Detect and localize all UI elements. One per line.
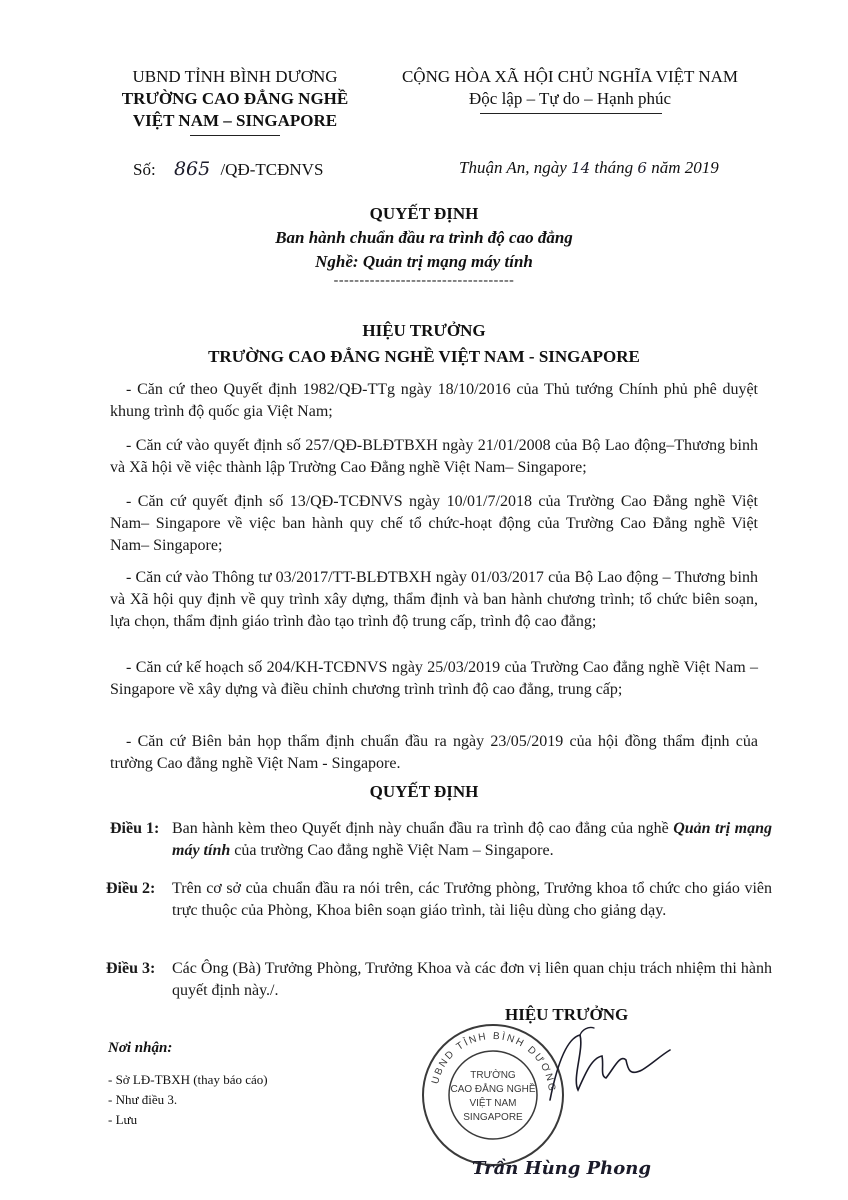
legal-basis-4: - Căn cứ vào Thông tư 03/2017/TT-BLĐTBXH ngày 01/03/2017 của Bộ Lao động – Thương binh và Xã hội quy định về quy trình xây dựng, thẩm định và ban hành chương trình; tổ chức biên soạn, lựa chọn, thẩm định giáo trình đào tạo trình độ trung cấp, trình độ cao đẳng; xyxy=(110,569,758,630)
national-motto-block xyxy=(380,66,760,110)
issuer-underline xyxy=(190,135,280,136)
article-2-text: Trên cơ sở của chuẩn đầu ra nói trên, các Trưởng phòng, Trưởng khoa tổ chức cho giáo viên trực thuộc của Phòng, Khoa biên soạn giáo trình, tài liệu dùng cho giảng dạy. xyxy=(172,880,772,919)
title-sub1: Ban hành chuẩn đầu ra trình độ cao đẳng xyxy=(275,228,573,247)
date-mid: tháng xyxy=(594,158,634,177)
decision-heading: QUYẾT ĐỊNH xyxy=(369,782,479,801)
date-suffix: năm 2019 xyxy=(651,158,719,177)
article-1 xyxy=(110,818,772,859)
article-3-text: Các Ông (Bà) Trưởng Phòng, Trưởng Khoa và các đơn vị liên quan chịu trách nhiệm thi hành quyết định này./. xyxy=(172,960,772,999)
seal-line-1: TRƯỜNG xyxy=(470,1070,516,1081)
national-title: CỘNG HÒA XÃ HỘI CHỦ NGHĨA VIỆT NAM xyxy=(401,67,739,86)
seal-line-3: VIỆT NAM xyxy=(469,1098,517,1109)
legal-basis-6: - Căn cứ Biên bản họp thẩm định chuẩn đầu ra ngày 23/05/2019 của hội đồng thẩm định của trường Cao đẳng nghề Việt Nam - Singapore. xyxy=(110,733,758,772)
motto-underline xyxy=(480,113,662,114)
article-1-text: Ban hành kèm theo Quyết định này chuẩn đầu ra trình độ cao đẳng của nghề Quản trị mạng máy tính của trường Cao đẳng nghề Việt Nam – Singapore. xyxy=(172,820,772,859)
seal-line-2: CAO ĐẲNG NGHỀ xyxy=(450,1084,536,1095)
date-prefix: Thuận An, ngày xyxy=(459,158,567,177)
recipients-list xyxy=(108,1070,268,1130)
legal-basis-1: - Căn cứ theo Quyết định 1982/QĐ-TTg ngày 18/10/2016 của Thủ tướng Chính phủ phê duyệt khung trình độ quốc gia Việt Nam; xyxy=(110,381,758,420)
article-2-label: Điều 2: xyxy=(106,880,156,897)
title-block xyxy=(0,202,848,288)
seal-ring-text: UBND TỈNH BÌNH DƯƠNG xyxy=(430,1030,558,1094)
national-motto: Độc lập – Tự do – Hạnh phúc xyxy=(469,89,671,108)
so-label: Số: xyxy=(133,160,156,179)
so-number: 865 xyxy=(173,158,211,180)
date-line xyxy=(459,158,719,178)
article-3-label: Điều 3: xyxy=(106,960,156,977)
issuer-block xyxy=(100,66,370,132)
seal-line-4: SINGAPORE xyxy=(463,1112,523,1123)
title-main: QUYẾT ĐỊNH xyxy=(369,204,479,223)
article-2 xyxy=(106,878,772,919)
issuer-school-line2: VIỆT NAM – SINGAPORE xyxy=(132,111,338,130)
legal-basis-5: - Căn cứ kế hoạch số 204/KH-TCĐNVS ngày 25/03/2019 của Trường Cao đẳng nghề Việt Nam – Singapore về xây dựng và điều chỉnh chương trình trình độ cao đẳng, trung cấp; xyxy=(110,659,758,698)
article-3 xyxy=(106,958,772,999)
so-suffix: /QĐ-TCĐNVS xyxy=(220,160,324,179)
document-number xyxy=(133,158,323,180)
issuer-province: UBND TỈNH BÌNH DƯƠNG xyxy=(132,67,338,86)
article-1-label: Điều 1: xyxy=(110,820,160,837)
authority-school: TRƯỜNG CAO ĐẲNG NGHỀ VIỆT NAM - SINGAPORE xyxy=(208,347,640,366)
recipient-item: - Như điều 3. xyxy=(108,1092,178,1107)
article-1-major: Quản trị mạng máy tính xyxy=(172,820,772,859)
signature-title: HIỆU TRƯỞNG xyxy=(505,1005,629,1024)
date-day: 14 xyxy=(571,159,591,177)
signer-name: Trần Hùng Phong xyxy=(472,1158,651,1179)
recipient-item: - Lưu xyxy=(108,1112,138,1127)
title-separator: ----------------------------------- xyxy=(333,273,515,288)
recipient-item: - Sở LĐ-TBXH (thay báo cáo) xyxy=(108,1072,268,1087)
signature-scribble-icon xyxy=(520,1020,680,1110)
issuer-school-line1: TRƯỜNG CAO ĐẲNG NGHỀ xyxy=(121,89,349,108)
date-month: 6 xyxy=(637,159,647,177)
recipients-heading: Nơi nhận: xyxy=(108,1040,173,1056)
authority-block xyxy=(0,318,848,370)
authority-title: HIỆU TRƯỞNG xyxy=(362,321,486,340)
legal-basis-2: - Căn cứ vào quyết định số 257/QĐ-BLĐTBXH ngày 21/01/2008 của Bộ Lao động–Thương binh và Xã hội về việc thành lập Trường Cao Đẳng nghề Việt Nam– Singapore; xyxy=(110,437,758,476)
title-sub2: Nghề: Quản trị mạng máy tính xyxy=(315,252,533,271)
legal-basis-3: - Căn cứ quyết định số 13/QĐ-TCĐNVS ngày 10/01/7/2018 của Trường Cao Đẳng nghề Việt Nam– Singapore về việc ban hành quy chế tổ chức-hoạt động của Trường Cao Đẳng nghề Việt Nam– Singapore; xyxy=(110,493,758,554)
